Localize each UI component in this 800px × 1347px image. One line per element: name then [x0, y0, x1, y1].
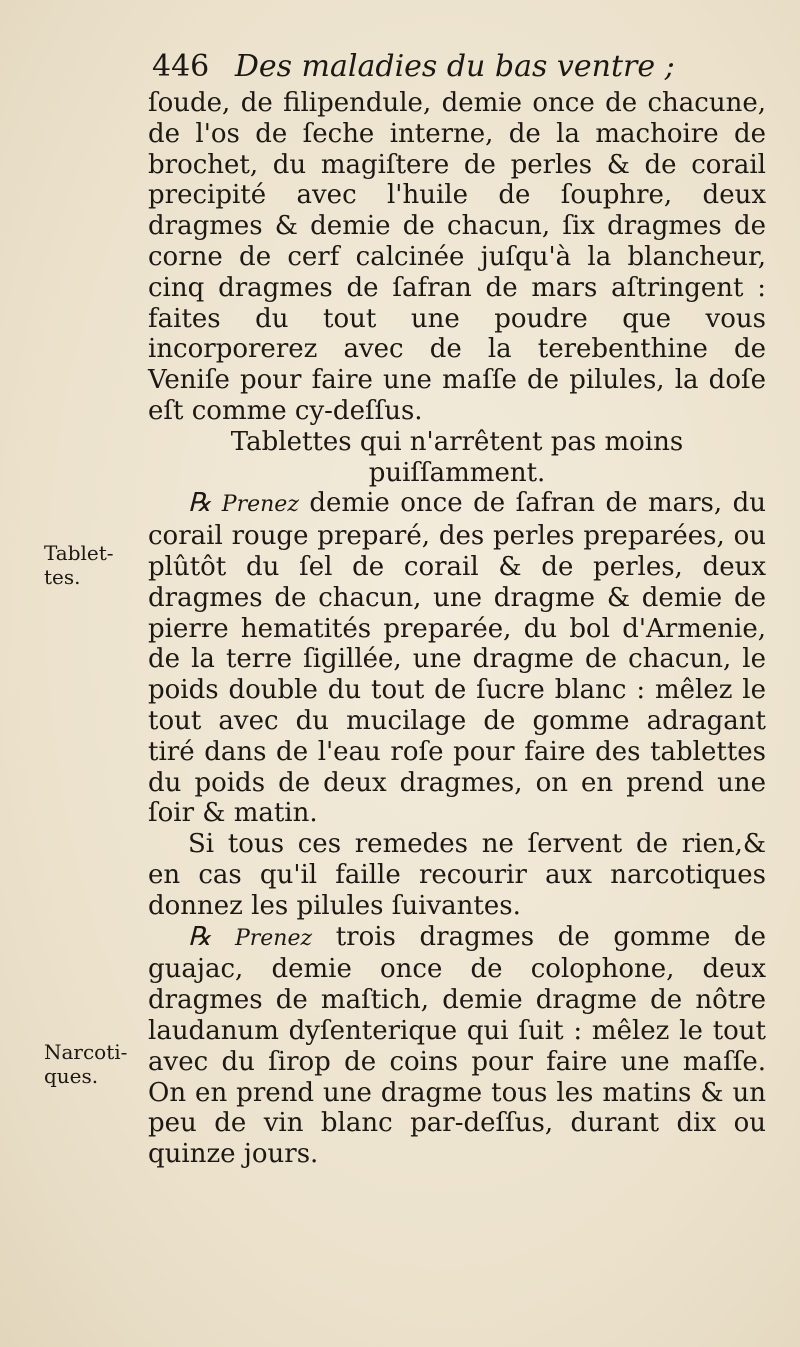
main-text [148, 88, 766, 1170]
running-title: Des maladies du bas ventre ; [234, 49, 675, 84]
paragraph-narcotics-recipe [148, 922, 766, 1170]
prenez-word: Prenez [234, 925, 313, 951]
recipe-symbol-icon: ℞ [188, 921, 212, 952]
prenez-word: Prenez [221, 492, 299, 518]
section-heading-tablettes: Tablettes qui n'arrêtent pas moins puiſſamment. [230, 426, 684, 488]
page-header [152, 46, 712, 88]
recipe-text: trois dragmes de gomme de guajac, demie once de colophone, deux dragmes de maſtich, demie dragme de nôtre laudanum dyſenterique qui ſuit : mêlez le tout avec du ſirop de coins pour faire une maſſe. On en prend une dragme tous les matins & un peu de vin blanc par-deſſus, durant dix ou quinze jours. [148, 921, 767, 1170]
paragraph-1: ſoude, de filipendule, demie once de chacune, de l'os de ſeche interne, de la machoire de brochet, du magiſtere de perles & de corail precipité avec l'huile de ſouphre, deux dragmes & demie de chacun, ſix dragmes de corne de cerf calcinée juſqu'à la blancheur, cinq dragmes de ſafran de mars aſtringent : faites du tout une poudre que vous incorporerez avec de la terebenthine de Veniſe pour faire une maſſe de pilules, la doſe eſt comme cy-deſſus. [148, 88, 766, 426]
paragraph-narcotics-intro: Si tous ces remedes ne ſervent de rien,& en cas qu'il faille recourir aux narcotiques donnez les pilules ſuivantes. [148, 829, 766, 921]
margin-note-narcotiques: Narcoti-ques. [44, 1040, 128, 1088]
recipe-symbol-icon: ℞ [188, 488, 212, 519]
paragraph-tablettes-recipe [148, 488, 766, 829]
page-number: 446 [152, 49, 210, 84]
recipe-text: demie once de ſafran de mars, du corail rouge preparé, des perles preparées, ou plûtôt du ſel de corail & de perles, deux dragmes de chacun, une dragme & demie de pierre hematités preparée, du bol d'Armenie, de la terre ſigillée, une dragme de chacun, le poids double du tout de ſucre blanc : mêlez le tout avec du mucilage de gomme adragant tiré dans de l'eau roſe pour faire des tablettes du poids de deux dragmes, on en prend une ſoir & matin. [148, 488, 767, 829]
margin-note-tablettes: Tablet-tes. [44, 541, 114, 589]
